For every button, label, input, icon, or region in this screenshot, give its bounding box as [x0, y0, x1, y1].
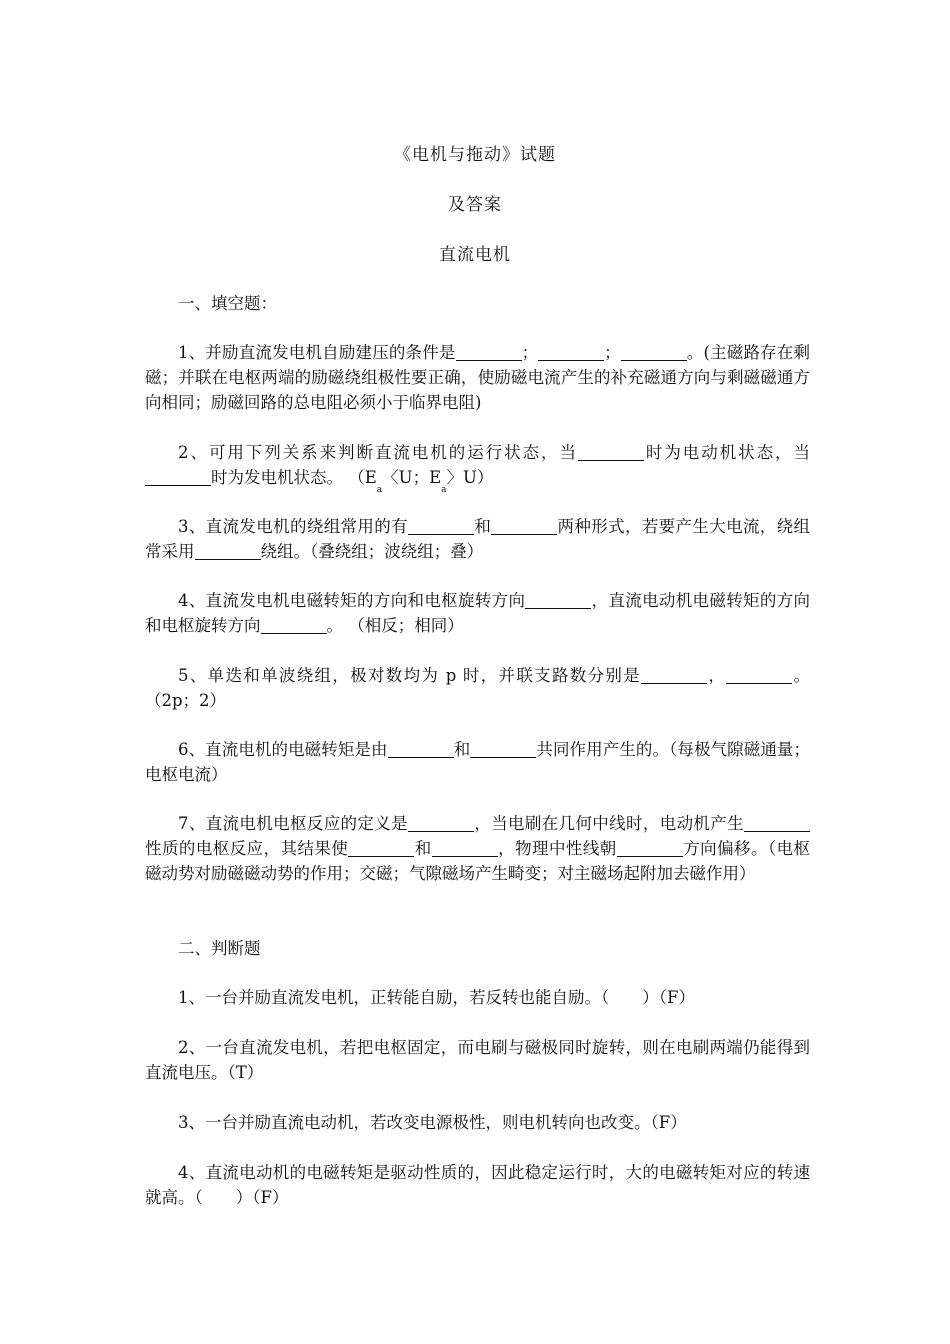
section-heading-true-false: 二、判断题	[178, 939, 261, 958]
answer-blank	[617, 838, 683, 857]
answer-blank	[348, 838, 414, 857]
answer-blank	[525, 590, 591, 609]
answer-blank	[432, 838, 498, 857]
answer-blank	[145, 467, 211, 486]
section-heading-fill-in: 一、填空题：	[178, 294, 277, 313]
answer-blank	[621, 342, 687, 361]
answer-blank	[388, 739, 454, 758]
question-fill-1: 1、并励直流发电机自励建压的条件是 ； ； 。(主磁路存在剩磁；并联在电枢两端的励磁绕组极性要正确，使励磁电流产生的补充磁通方向与剩磁磁通方向相同；励磁回路的总电阻必须小于临界电阻)	[145, 343, 811, 412]
answer-blank	[744, 813, 810, 832]
question-fill-3: 3、直流发电机的绕组常用的有 和 两种形式，若要产生大电流，绕组常采用 绕组。（叠绕组；波绕组；叠）	[145, 517, 811, 561]
document-subtitle: 及答案	[448, 195, 502, 215]
answer-blank	[726, 665, 792, 684]
question-judge-2: 2、一台直流发电机，若把电枢固定，而电刷与磁极同时旋转，则在电刷两端仍能得到直流电压。（T）	[145, 1038, 810, 1082]
answer-blank	[641, 665, 707, 684]
answer-blank	[408, 516, 474, 535]
question-judge-4: 4、直流电动机的电磁转矩是驱动性质的，因此稳定运行时，大的电磁转矩对应的转速就高。（ ）（F）	[145, 1163, 810, 1207]
question-fill-6: 6、直流电机的电磁转矩是由 和 共同作用产生的。（每极气隙磁通量；电枢电流）	[145, 740, 811, 784]
question-fill-2: 2、可用下列关系来判断直流电机的运行状态，当 时为电动机状态，当时为发电机状态。 （$E_a$〈U；$E_a$〉U）	[145, 440, 810, 503]
answer-blank	[195, 541, 261, 560]
answer-blank	[408, 813, 474, 832]
question-fill-4: 4、直流发电机电磁转矩的方向和电枢旋转方向 ，直流电动机电磁转矩的方向和电枢旋转方向 。 （相反；相同）	[145, 591, 811, 635]
answer-blank	[261, 615, 327, 634]
chapter-title: 直流电机	[439, 245, 511, 265]
answer-blank	[456, 342, 522, 361]
question-fill-5: 5、单迭和单波绕组，极对数均为 p 时，并联支路数分别是 ， 。（2p；2）	[145, 666, 811, 710]
document-title: 《电机与拖动》试题	[394, 145, 556, 165]
answer-blank	[470, 739, 536, 758]
question-fill-7: 7、直流电机电枢反应的定义是 ，当电刷在几何中线时，电动机产生性质的电枢反应，其结果使 和 ，物理中性线朝 方向偏移。（电枢磁动势对励磁磁动势的作用；交磁；气隙磁场产生畸变；对主磁场起附加去磁作用）	[145, 814, 811, 883]
answer-blank	[578, 442, 644, 461]
answer-blank	[538, 342, 604, 361]
question-judge-1: 1、一台并励直流发电机，正转能自励，若反转也能自励。（ ）（F）	[178, 988, 695, 1007]
question-judge-3: 3、一台并励直流电动机，若改变电源极性，则电机转向也改变。（F）	[178, 1113, 687, 1132]
answer-blank	[491, 516, 557, 535]
